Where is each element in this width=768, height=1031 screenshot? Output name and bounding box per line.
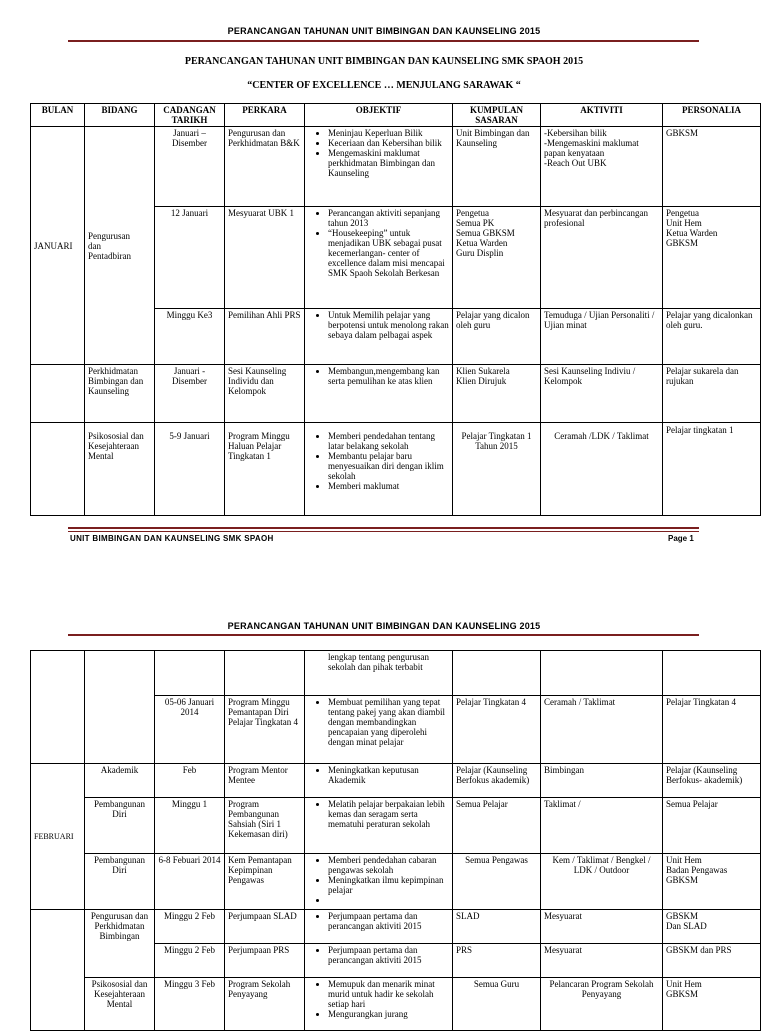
- tarikh-cell: Minggu 3 Feb: [155, 978, 225, 1031]
- month-cell-empty: [31, 423, 85, 516]
- personalia-cell: GBSKM Dan SLAD: [663, 910, 761, 944]
- objektif-item: • Membangun,mengembang kan serta pemulihan ke atas klien: [328, 366, 449, 386]
- bidang-cell: Psikososial dan Kesejahteraan Mental: [85, 423, 155, 516]
- objektif-item: • Meninjau Keperluan Bilik: [328, 128, 449, 138]
- bidang-cell: Pembangunan Diri: [85, 854, 155, 910]
- col-bulan: BULAN: [31, 104, 85, 127]
- tarikh-cell: 05-06 Januari 2014: [155, 696, 225, 764]
- objektif-item: • “Housekeeping” untuk menjadikan UBK sebagai pusat kecemerlangan- center of excellence dalam misi mencapai SMK Spaoh Sekolah Berkesan: [328, 228, 449, 278]
- col-objektif: OBJEKTIF: [305, 104, 453, 127]
- tarikh-cell: Januari - Disember: [155, 365, 225, 423]
- table-row: [31, 423, 761, 516]
- aktiviti-cell: Kem / Taklimat / Bengkel / LDK / Outdoor: [541, 854, 663, 910]
- month-cell-empty: [31, 651, 85, 764]
- sasaran-cell: SLAD: [453, 910, 541, 944]
- personalia-cell: Pelajar (Kaunseling Berfokus- akademik): [663, 764, 761, 798]
- personalia-cell: Pelajar sukarela dan rujukan: [663, 365, 761, 423]
- objektif-item: • Meningkatkan keputusan Akademik: [328, 765, 449, 785]
- bidang-cell: Pengurusan dan Pentadbiran: [85, 127, 155, 365]
- perkara-cell-empty: [225, 651, 305, 696]
- plan-table-february: [30, 650, 761, 1031]
- perkara-cell: Pengurusan dan Perkhidmatan B&K: [225, 127, 305, 207]
- bidang-cell: Pembangunan Diri: [85, 798, 155, 854]
- personalia-cell: GBSKM dan PRS: [663, 944, 761, 978]
- document-slogan: “CENTER OF EXCELLENCE … MENJULANG SARAWAK “: [247, 80, 521, 91]
- objektif-cell: [305, 365, 453, 423]
- sasaran-cell: Semua Pengawas: [453, 854, 541, 910]
- objektif-cell: [305, 910, 453, 944]
- objektif-item: • Membuat pemilihan yang tepat tentang pakej yang akan diambil dengan membandingkan pencapaian yang diperolehi dengan minat pelajar: [328, 697, 449, 747]
- personalia-cell-empty: [663, 651, 761, 696]
- personalia-cell: Pengetua Unit Hem Ketua Warden GBKSM: [663, 207, 761, 309]
- col-bidang: BIDANG: [85, 104, 155, 127]
- bidang-cell: Akademik: [85, 764, 155, 798]
- table-row: [31, 978, 761, 1031]
- sasaran-cell: Pelajar yang dicalon oleh guru: [453, 309, 541, 365]
- col-personalia: PERSONALIA: [663, 104, 761, 127]
- objektif-item: [328, 895, 449, 905]
- perkara-cell: Kem Pemantapan Kepimpinan Pengawas: [225, 854, 305, 910]
- objektif-cell: [305, 207, 453, 309]
- tarikh-cell: 12 Januari: [155, 207, 225, 309]
- sasaran-cell: Pengetua Semua PK Semua GBKSM Ketua Warden Guru Displin: [453, 207, 541, 309]
- header-rule: [68, 40, 699, 42]
- table-row: [31, 365, 761, 423]
- table-row: [31, 910, 761, 944]
- objektif-cell: [305, 764, 453, 798]
- objektif-cell: [305, 978, 453, 1031]
- aktiviti-cell: Ceramah / Taklimat: [541, 696, 663, 764]
- table-row: [31, 798, 761, 854]
- aktiviti-cell: -Kebersihan bilik -Mengemaskini maklumat papan kenyataan -Reach Out UBK: [541, 127, 663, 207]
- document-title: PERANCANGAN TAHUNAN UNIT BIMBINGAN DAN KAUNSELING SMK SPAOH 2015: [184, 56, 584, 67]
- objektif-item: • Perjumpaan pertama dan perancangan aktiviti 2015: [328, 945, 449, 965]
- tarikh-cell: Feb: [155, 764, 225, 798]
- col-tarikh: CADANGAN TARIKH: [155, 104, 225, 127]
- sasaran-cell: Semua Guru: [453, 978, 541, 1031]
- aktiviti-cell-empty: [541, 651, 663, 696]
- objektif-cell: [305, 798, 453, 854]
- aktiviti-cell: Mesyuarat: [541, 944, 663, 978]
- aktiviti-cell: Ceramah /LDK / Taklimat: [541, 423, 663, 516]
- footer-rule-thin: [68, 531, 699, 532]
- objektif-item: • Memberi maklumat: [328, 481, 449, 491]
- objektif-item: • Membantu pelajar baru menyesuaikan diri dengan iklim sekolah: [328, 451, 449, 481]
- tarikh-cell: Minggu 1: [155, 798, 225, 854]
- col-aktiviti: AKTIVITI: [541, 104, 663, 127]
- perkara-cell: Program Pembangunan Sahsiah (Siri 1 Kekemasan diri): [225, 798, 305, 854]
- bidang-cell: Pengurusan dan Perkhidmatan Bimbingan: [85, 910, 155, 978]
- objektif-cell: [305, 127, 453, 207]
- bidang-cell: Psikososial dan Kesejahteraan Mental: [85, 978, 155, 1031]
- objektif-item: • Perancangan aktiviti sepanjang tahun 2013: [328, 208, 449, 228]
- perkara-cell: Mesyuarat UBK 1: [225, 207, 305, 309]
- perkara-cell: Pemilihan Ahli PRS: [225, 309, 305, 365]
- tarikh-cell: 5-9 Januari: [155, 423, 225, 516]
- header-rule: [68, 634, 699, 636]
- objektif-item: • Mengurangkan jurang: [328, 1009, 449, 1019]
- aktiviti-cell: Taklimat /: [541, 798, 663, 854]
- objektif-item: • Memberi pendedahan tentang latar belakang sekolah: [328, 431, 449, 451]
- sasaran-cell: Semua Pelajar: [453, 798, 541, 854]
- sasaran-cell: Unit Bimbingan dan Kaunseling: [453, 127, 541, 207]
- objektif-item: • Mengemaskini maklumat perkhidmatan Bimbingan dan Kaunseling: [328, 148, 449, 178]
- footer-left: UNIT BIMBINGAN DAN KAUNSELING SMK SPAOH: [70, 534, 274, 543]
- table-row: [31, 651, 761, 696]
- objektif-cell: [305, 423, 453, 516]
- personalia-cell: Semua Pelajar: [663, 798, 761, 854]
- tarikh-cell: 6-8 Febuari 2014: [155, 854, 225, 910]
- personalia-cell: Pelajar yang dicalonkan oleh guru.: [663, 309, 761, 365]
- aktiviti-cell: Bimbingan: [541, 764, 663, 798]
- perkara-cell: Program Sekolah Penyayang: [225, 978, 305, 1031]
- tarikh-cell: Minggu 2 Feb: [155, 944, 225, 978]
- page-header: PERANCANGAN TAHUNAN UNIT BIMBINGAN DAN KAUNSELING 2015: [227, 26, 541, 36]
- perkara-cell: Perjumpaan SLAD: [225, 910, 305, 944]
- tarikh-cell: Minggu 2 Feb: [155, 910, 225, 944]
- page-header: PERANCANGAN TAHUNAN UNIT BIMBINGAN DAN KAUNSELING 2015: [227, 621, 541, 631]
- plan-table-january: [30, 103, 761, 516]
- aktiviti-cell: Mesyuarat dan perbincangan profesional: [541, 207, 663, 309]
- bidang-cell-empty: [85, 651, 155, 764]
- table-row: [31, 127, 761, 207]
- perkara-cell: Program Mentor Mentee: [225, 764, 305, 798]
- objektif-cell: [305, 309, 453, 365]
- sasaran-cell-empty: [453, 651, 541, 696]
- objektif-cell: [305, 854, 453, 910]
- objektif-item: • Keceriaan dan Kebersihan bilik: [328, 138, 449, 148]
- col-perkara: PERKARA: [225, 104, 305, 127]
- perkara-cell: Perjumpaan PRS: [225, 944, 305, 978]
- objektif-item: • Untuk Memilih pelajar yang berpotensi untuk menolong rakan sebaya dalam pelbagai aspek: [328, 310, 449, 340]
- perkara-cell: Sesi Kaunseling Individu dan Kelompok: [225, 365, 305, 423]
- sasaran-cell: Pelajar (Kaunseling Berfokus akademik): [453, 764, 541, 798]
- month-cell: FEBRUARI: [31, 764, 85, 910]
- aktiviti-cell: Mesyuarat: [541, 910, 663, 944]
- objektif-item: • Memberi pendedahan cabaran pengawas sekolah: [328, 855, 449, 875]
- tarikh-cell-empty: [155, 651, 225, 696]
- perkara-cell: Program Minggu Haluan Pelajar Tingkatan 1: [225, 423, 305, 516]
- perkara-cell: Program Minggu Pemantapan Diri Pelajar Tingkatan 4: [225, 696, 305, 764]
- month-cell-empty: [31, 910, 85, 1031]
- aktiviti-cell: Sesi Kaunseling Indiviu / Kelompok: [541, 365, 663, 423]
- objektif-item: • Melatih pelajar berpakaian lebih kemas dan seragam serta mematuhi peraturan sekolah: [328, 799, 449, 829]
- personalia-cell: Pelajar tingkatan 1: [663, 423, 761, 516]
- table-row: [31, 854, 761, 910]
- bidang-cell: Perkhidmatan Bimbingan dan Kaunseling: [85, 365, 155, 423]
- personalia-cell: Unit Hem Badan Pengawas GBKSM: [663, 854, 761, 910]
- objektif-cell: [305, 944, 453, 978]
- sasaran-cell: Pelajar Tingkatan 4: [453, 696, 541, 764]
- objektif-item: • Memupuk dan menarik minat murid untuk hadir ke sekolah setiap hari: [328, 979, 449, 1009]
- objektif-cell: [305, 696, 453, 764]
- personalia-cell: Pelajar Tingkatan 4: [663, 696, 761, 764]
- col-sasaran: KUMPULAN SASARAN: [453, 104, 541, 127]
- sasaran-cell: Pelajar Tingkatan 1 Tahun 2015: [453, 423, 541, 516]
- tarikh-cell: Minggu Ke3: [155, 309, 225, 365]
- personalia-cell: Unit Hem GBKSM: [663, 978, 761, 1031]
- footer-rule: [68, 527, 699, 529]
- objektif-item: • Meningkatkan ilmu kepimpinan pelajar: [328, 875, 449, 895]
- sasaran-cell: Klien Sukarela Klien Dirujuk: [453, 365, 541, 423]
- objektif-item: • Perjumpaan pertama dan perancangan aktiviti 2015: [328, 911, 449, 931]
- aktiviti-cell: Temuduga / Ujian Personaliti / Ujian minat: [541, 309, 663, 365]
- table-row: [31, 764, 761, 798]
- personalia-cell: GBKSM: [663, 127, 761, 207]
- aktiviti-cell: Pelancaran Program Sekolah Penyayang: [541, 978, 663, 1031]
- page-number: Page 1: [668, 534, 694, 543]
- objektif-cell: lengkap tentang pengurusan sekolah dan pihak terbabit: [305, 651, 453, 696]
- sasaran-cell: PRS: [453, 944, 541, 978]
- month-cell-empty: [31, 365, 85, 423]
- month-cell: JANUARI: [31, 127, 85, 365]
- tarikh-cell: Januari – Disember: [155, 127, 225, 207]
